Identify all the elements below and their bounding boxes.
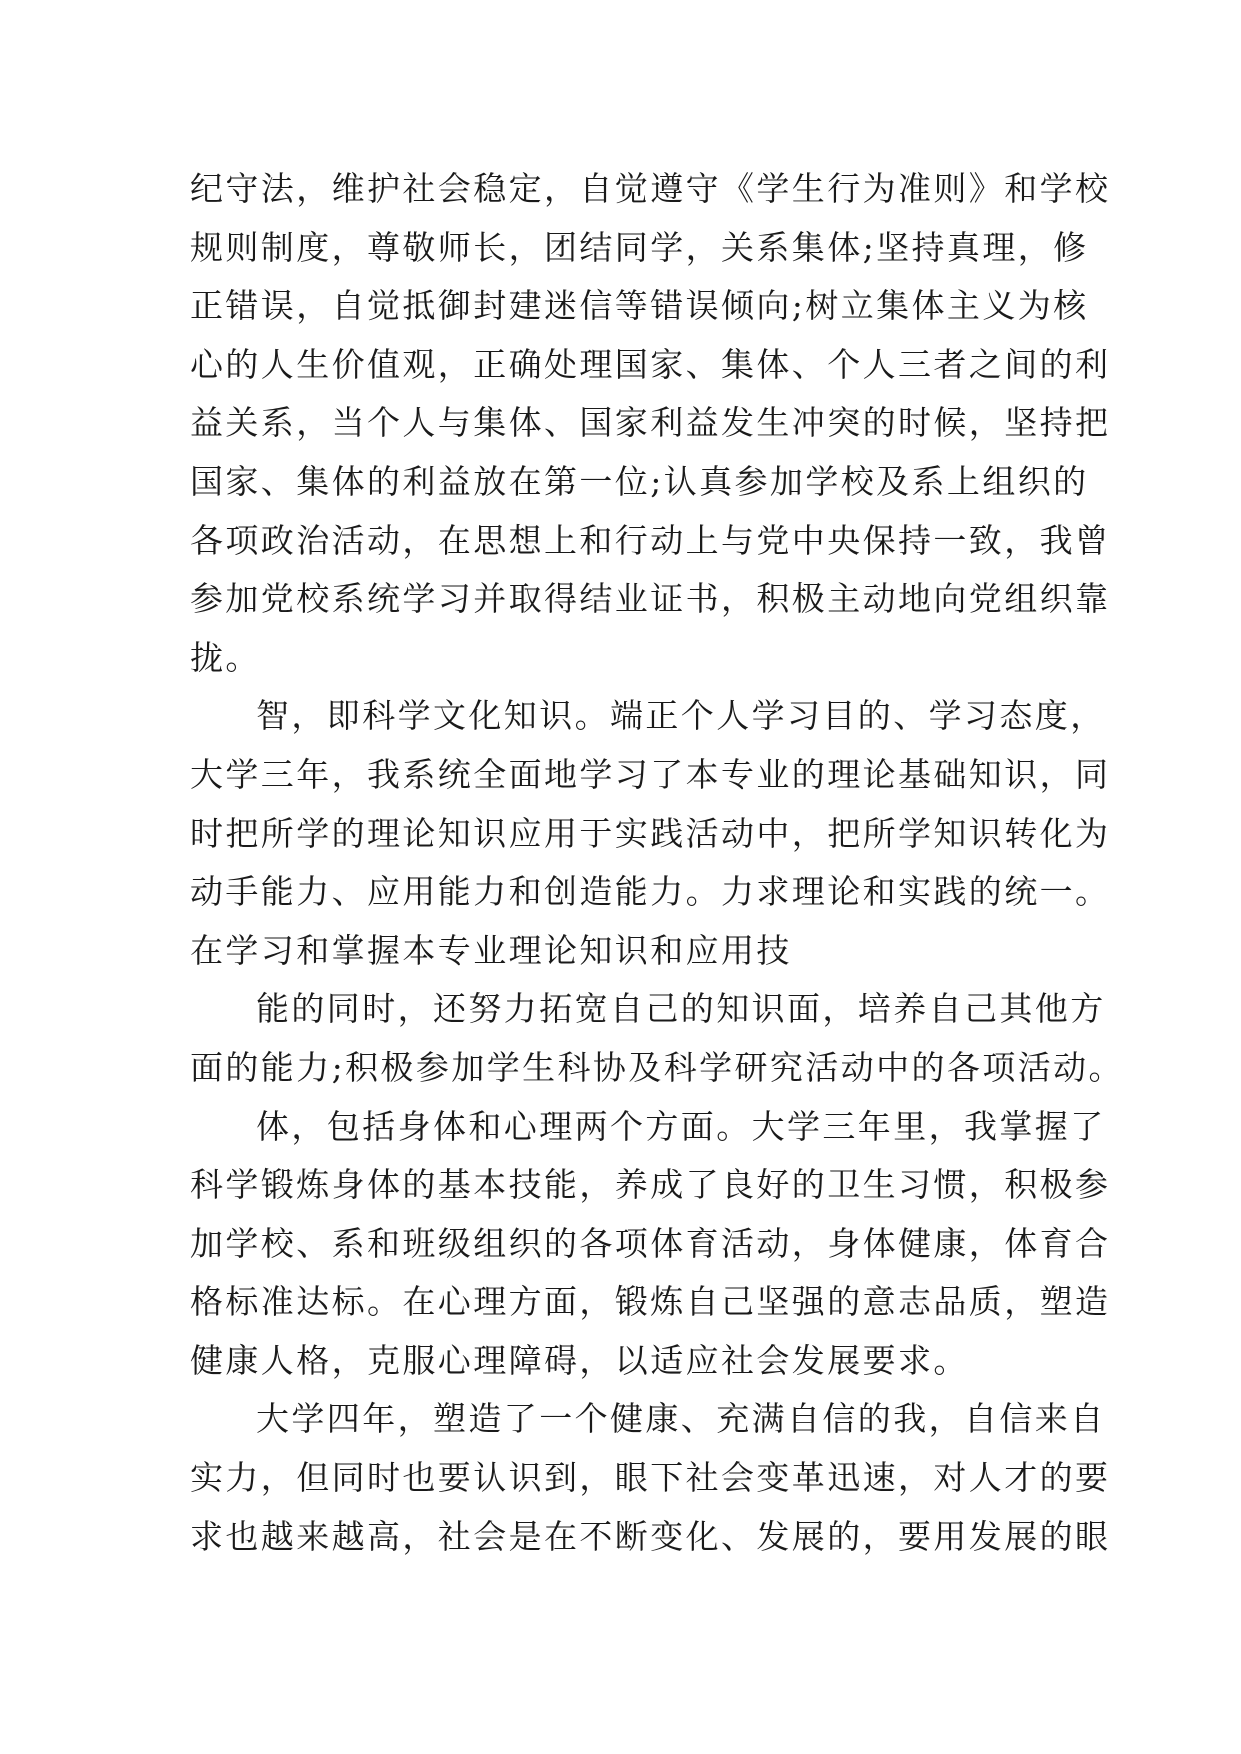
- paragraph-start-line: 体，包括身体和心理两个方面。大学三年里，我掌握了: [256, 1106, 1106, 1146]
- body-text: [190, 160, 1124, 1566]
- text-line: 在学习和掌握本专业理论知识和应用技: [190, 930, 792, 970]
- text-line: 各项政治活动，在思想上和行动上与党中央保持一致，我曾: [190, 520, 1111, 560]
- text-line: 规则制度，尊敬师长，团结同学，关系集体;坚持真理，修: [190, 227, 1089, 267]
- paragraph-start-line: 智，即科学文化知识。端正个人学习目的、学习态度，: [256, 696, 1106, 736]
- text-line: 纪守法，维护社会稳定，自觉遵守《学生行为准则》和学校: [190, 169, 1111, 208]
- text-line: 科学锻炼身体的基本技能，养成了良好的卫生习惯，积极参: [190, 1165, 1111, 1205]
- text-line: 参加党校系统学习并取得结业证书，积极主动地向党组织靠: [190, 579, 1111, 619]
- text-line: 健康人格，克服心理障碍，以适应社会发展要求。: [190, 1340, 969, 1380]
- text-line: 面的能力;积极参加学生科协及科学研究活动中的各项活动。: [190, 1047, 1124, 1087]
- text-line: 时把所学的理论知识应用于实践活动中，把所学知识转化为: [190, 813, 1111, 853]
- text-line: 正错误，自觉抵御封建迷信等错误倾向;树立集体主义为核: [190, 286, 1089, 326]
- text-line: 实力，但同时也要认识到，眼下社会变革迅速，对人才的要: [190, 1458, 1111, 1498]
- text-line: 动手能力、应用能力和创造能力。力求理论和实践的统一。: [190, 872, 1111, 912]
- text-line: 益关系，当个人与集体、国家利益发生冲突的时候，坚持把: [190, 403, 1111, 443]
- text-line: 格标准达标。在心理方面，锻炼自己坚强的意志品质，塑造: [190, 1282, 1111, 1322]
- paragraph-start-line: 能的同时，还努力拓宽自己的知识面，培养自己其他方: [256, 989, 1106, 1029]
- text-line: 国家、集体的利益放在第一位;认真参加学校及系上组织的: [190, 461, 1089, 501]
- text-line: 大学三年，我系统全面地学习了本专业的理论基础知识，同: [190, 754, 1111, 794]
- paragraph-start-line: 大学四年，塑造了一个健康、充满自信的我，自信来自: [256, 1399, 1106, 1439]
- text-line: 拢。: [190, 637, 261, 677]
- text-line: 求也越来越高，社会是在不断变化、发展的，要用发展的眼: [190, 1516, 1111, 1556]
- text-line: 心的人生价值观，正确处理国家、集体、个人三者之间的利: [190, 344, 1111, 384]
- text-line: 加学校、系和班级组织的各项体育活动，身体健康，体育合: [190, 1223, 1111, 1263]
